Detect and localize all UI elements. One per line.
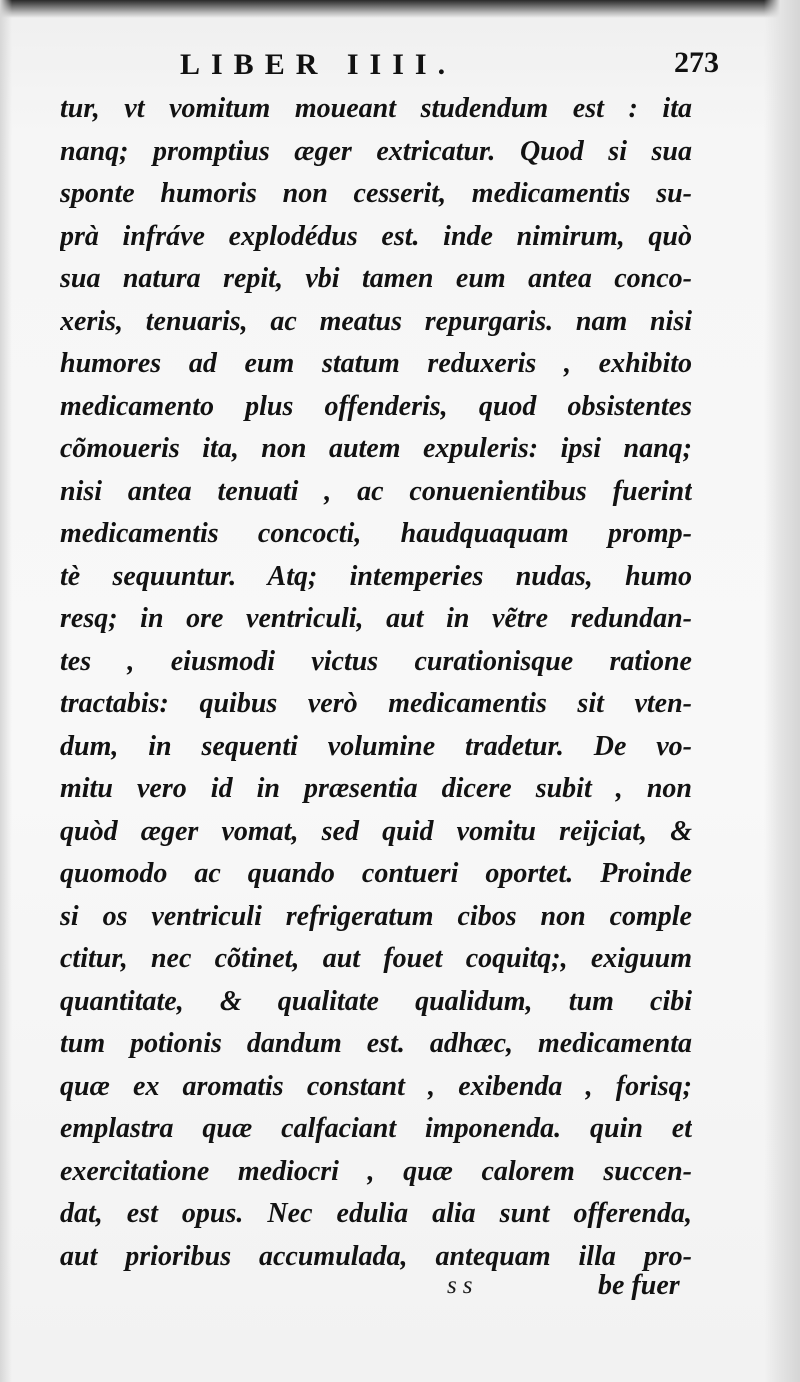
text-line: exercitatione mediocri , quæ calorem succen- [60, 1155, 692, 1187]
text-line: ctitur, nec cõtinet, aut fouet coquitq;, exiguum [60, 943, 692, 974]
text-line: emplastra quæ calfaciant imponenda. quin et [60, 1113, 692, 1144]
text-line: medicamento plus offenderis, quod obsistentes [60, 390, 692, 422]
text-line: humores ad eum statum reduxeris , exhibito [60, 348, 692, 379]
text-line: dum, in sequenti volumine tradetur. De vo- [60, 730, 692, 762]
text-line: tum potionis dandum est. adhæc, medicamenta [60, 1028, 692, 1059]
body-text [60, 88, 692, 1278]
text-line: quòd æger vomat, sed quid vomitu reijciat, & [60, 815, 692, 847]
catchword: be fuer [598, 1270, 680, 1301]
text-line: mitu vero id in præsentia dicere subit , non [60, 773, 692, 804]
text-line: cõmoueris ita, non autem expuleris: ipsi nanq; [60, 433, 692, 464]
text-line: aut prioribus accumulada, antequam illa pro- [60, 1240, 692, 1272]
text-line: sponte humoris non cesserit, medicamentis su- [60, 178, 692, 209]
text-line: quomodo ac quando contueri oportet. Proinde [60, 858, 692, 889]
text-line: dat, est opus. Nec edulia alia sunt offerenda, [60, 1198, 692, 1229]
text-line: tur, vt vomitum moueant studendum est : ita [60, 93, 692, 124]
page-number: 273 [674, 46, 719, 79]
page-left-shadow [0, 0, 12, 1382]
page-top-edge-shadow [0, 0, 800, 18]
signature-mark: ss [447, 1272, 479, 1299]
text-line: si os ventriculi refrigeratum cibos non comple [60, 900, 692, 932]
text-line: nisi antea tenuati , ac conuenientibus fuerint [60, 475, 692, 507]
text-line: quæ ex aromatis constant , exibenda , forisq; [60, 1070, 692, 1102]
text-line: nanq; promptius æger extricatur. Quod si sua [60, 135, 692, 167]
text-line: xeris, tenuaris, ac meatus repurgaris. nam nisi [60, 305, 692, 337]
page-right-edge-shadow [764, 0, 800, 1382]
running-head: LIBER IIII. [180, 48, 457, 81]
text-line: sua natura repit, vbi tamen eum antea conco- [60, 263, 692, 294]
text-line: tractabis: quibus verò medicamentis sit vten- [60, 688, 692, 719]
text-line: medicamentis concocti, haudquaquam promp- [60, 518, 692, 549]
text-line: tè sequuntur. Atq; intemperies nudas, humo [60, 560, 692, 592]
text-line: quantitate, & qualitate qualidum, tum cibi [60, 985, 692, 1017]
text-line: resq; in ore ventriculi, aut in vẽtre redundan- [60, 603, 692, 634]
text-line: tes , eiusmodi victus curationisque ratione [60, 645, 692, 677]
text-line: prà infráve explodédus est. inde nimirum, quò [60, 220, 692, 252]
